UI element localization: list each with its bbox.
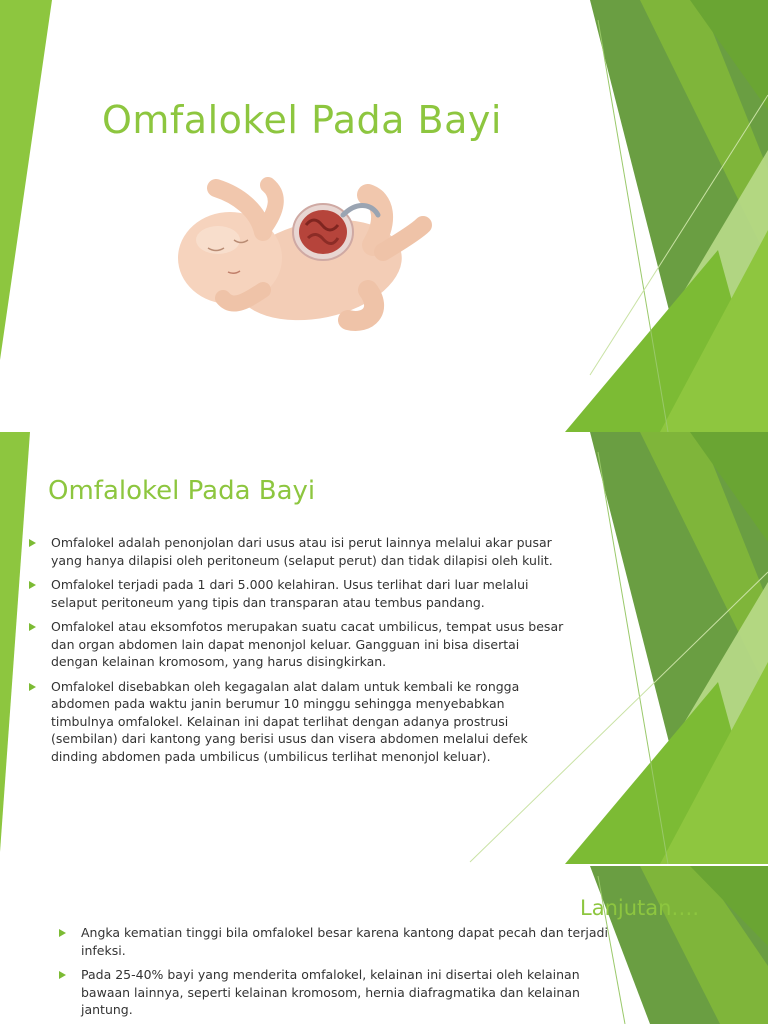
bullet-text: Angka kematian tinggi bila omfalokel besar karena kantong dapat pecah dan terjadi infeksi. bbox=[81, 925, 608, 958]
list-item bbox=[29, 618, 569, 671]
slide-continuation bbox=[0, 866, 768, 1024]
bullet-list bbox=[59, 924, 609, 1024]
list-item bbox=[59, 924, 609, 959]
slide-content bbox=[0, 432, 768, 864]
list-item bbox=[29, 576, 569, 611]
bullet-text: Omfalokel adalah penonjolan dari usus atau isi perut lainnya melalui akar pusar yang hanya dilapisi oleh peritoneum (selaput perut) dan tidak dilapisi oleh kulit. bbox=[51, 535, 553, 568]
bullet-text: Omfalokel disebabkan oleh kegagalan alat dalam untuk kembali ke rongga abdomen pada waktu janin berumur 10 minggu sehingga menyebabkan timbulnya omfalokel. Kelainan ini dapat terlihat dengan adanya prostrusi (sembilan) dari kantong yang berisi usus dan visera abdomen melalui defek dinding abdomen pada umbilicus (umbilicus terlihat menonjol keluar). bbox=[51, 678, 528, 764]
slide-heading: Omfalokel Pada Bayi bbox=[48, 476, 316, 506]
baby-omphalocele-image bbox=[168, 170, 438, 345]
bullet-arrow-icon bbox=[59, 929, 66, 937]
list-item bbox=[59, 966, 609, 1019]
bullet-arrow-icon bbox=[29, 623, 36, 631]
list-item bbox=[29, 678, 569, 766]
slide-title-text: Omfalokel Pada Bayi bbox=[102, 98, 502, 142]
slide-heading: Lanjutan…. bbox=[580, 896, 700, 920]
bullet-arrow-icon bbox=[29, 581, 36, 589]
bullet-text: Pada 25-40% bayi yang menderita omfalokel, kelainan ini disertai oleh kelainan bawaan lainnya, seperti kelainan kromosom, hernia diafragmatika dan kelainan jantung. bbox=[81, 967, 580, 1017]
bullet-text: Omfalokel atau eksomfotos merupakan suatu cacat umbilicus, tempat usus besar dan organ abdomen lain dapat menonjol keluar. Gangguan ini bisa disertai dengan kelainan kromosom, yang harus disingkirkan. bbox=[51, 619, 564, 669]
bullet-arrow-icon bbox=[29, 539, 36, 547]
slide-title bbox=[0, 0, 768, 432]
bullet-list bbox=[29, 534, 569, 772]
bullet-text: Omfalokel terjadi pada 1 dari 5.000 kelahiran. Usus terlihat dari luar melalui selaput peritoneum yang tipis dan transparan atau tembus pandang. bbox=[51, 577, 529, 610]
bullet-arrow-icon bbox=[59, 971, 66, 979]
list-item bbox=[29, 534, 569, 569]
bullet-arrow-icon bbox=[29, 683, 36, 691]
